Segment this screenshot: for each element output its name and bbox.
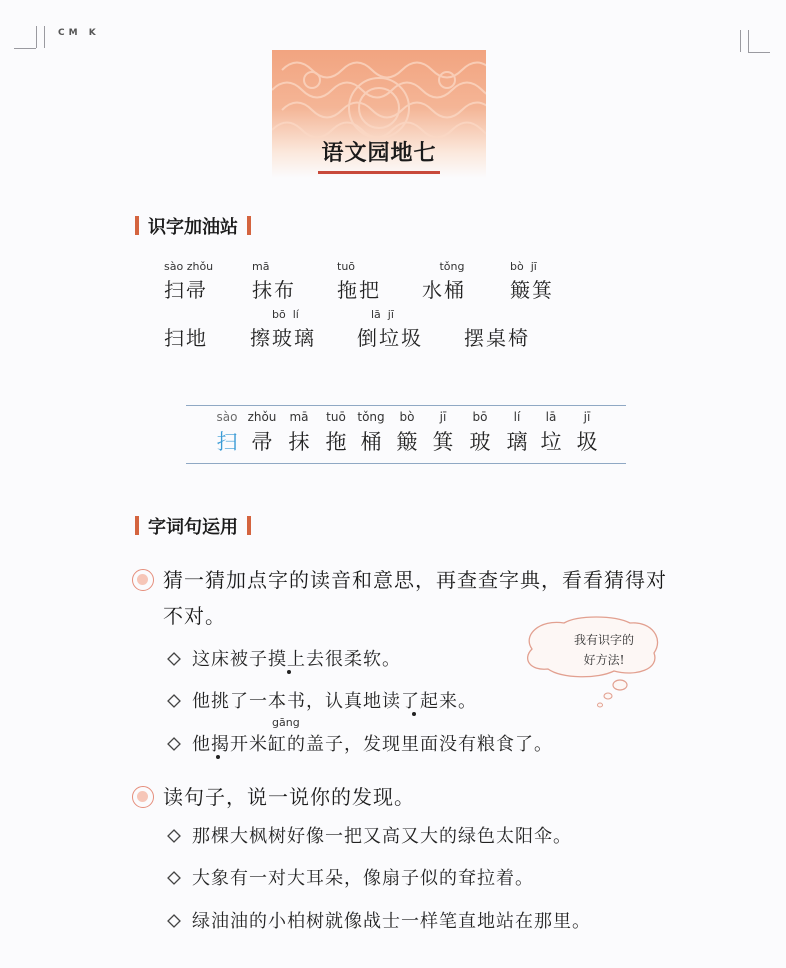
- example-sentence: [166, 864, 534, 890]
- vocab-word: [164, 260, 213, 303]
- character-card: [532, 410, 570, 456]
- section-heading-text: 识字加油站: [148, 217, 238, 238]
- crop-mark: [14, 48, 36, 49]
- sentence-text: 他揭开米缸的盖子，发现里面没有粮食了。: [192, 734, 553, 755]
- vocab-pinyin: tuō: [337, 260, 356, 273]
- heading-accent-bar: [135, 216, 139, 235]
- sentence-text: 大象有一对大耳朵，像扇子似的耷拉着。: [192, 868, 534, 889]
- vocab-word: [464, 308, 530, 351]
- character-glyph: 簸: [396, 430, 418, 454]
- character-glyph: 垃: [540, 430, 562, 454]
- example-sentence: [166, 822, 572, 848]
- diamond-bullet-icon: [166, 828, 182, 844]
- character-pinyin: sào: [216, 410, 238, 424]
- character-pinyin: jī: [439, 410, 447, 424]
- vocab-pinyin: bò jī: [510, 260, 537, 273]
- character-glyph: 帚: [251, 430, 273, 454]
- emphasis-dot: [412, 712, 416, 716]
- section-heading-text: 字词句运用: [148, 517, 238, 538]
- character-glyph: 箕: [432, 430, 454, 454]
- vocab-word: [250, 308, 316, 351]
- character-band-bottom-line: [186, 463, 626, 464]
- character-glyph: 桶: [360, 430, 382, 454]
- crop-mark: [44, 26, 45, 48]
- vocab-pinyin: sào zhǒu: [164, 260, 214, 273]
- crop-mark: [748, 30, 749, 52]
- bubble-line: 我有识字的: [573, 633, 634, 647]
- vocab-characters: 擦玻璃: [250, 326, 316, 350]
- character-card: [317, 410, 355, 456]
- title-underline: [318, 171, 440, 174]
- character-glyph: 扫: [216, 430, 238, 454]
- page-title: 语文园地七: [321, 140, 437, 166]
- vocab-characters: 扫帚: [164, 278, 208, 302]
- section-heading-literacy: [148, 213, 238, 239]
- vocab-characters: 簸箕: [510, 278, 554, 302]
- character-card: [568, 410, 606, 456]
- vocab-pinyin: mā: [252, 260, 270, 273]
- example-sentence: [166, 907, 591, 933]
- sentence-text: 他挑了一本书，认真地读了起来。: [192, 691, 477, 712]
- crop-mark: [748, 52, 770, 53]
- vocab-characters: 扫地: [164, 326, 208, 350]
- character-pinyin: bō: [472, 410, 488, 424]
- vocab-characters: 水桶: [422, 278, 466, 302]
- vocab-pinyin: [164, 308, 208, 322]
- character-card: [243, 410, 281, 456]
- character-pinyin: bò: [399, 410, 415, 424]
- character-pinyin: mā: [289, 410, 309, 424]
- character-card: [388, 410, 426, 456]
- sentence-text: 这床被子摸上去很柔软。: [192, 649, 401, 670]
- print-registration-label: CM K: [58, 28, 100, 38]
- thought-bubble-text: [544, 630, 664, 670]
- vocab-characters: 拖把: [337, 278, 381, 302]
- character-card: [208, 410, 246, 456]
- crop-mark: [36, 26, 37, 48]
- annotation-pinyin: gāng: [272, 716, 300, 729]
- diamond-bullet-icon: [166, 736, 182, 752]
- emphasis-dot: [216, 755, 220, 759]
- exercise-prompt-line: 猜一猜加点字的读音和意思，再查查字典，看看猜得对: [163, 568, 667, 592]
- character-pinyin: jī: [583, 410, 591, 424]
- character-pinyin: lí: [513, 410, 521, 424]
- character-pinyin: tuō: [326, 410, 346, 424]
- vocab-pinyin: bō lí: [272, 308, 299, 321]
- vocab-word: [252, 260, 296, 303]
- vocab-word: [510, 260, 554, 303]
- character-glyph: 璃: [506, 430, 528, 454]
- example-sentence: [166, 730, 553, 756]
- vocab-pinyin: [464, 308, 530, 322]
- character-card: [461, 410, 499, 456]
- heading-accent-bar: [247, 516, 251, 535]
- heading-accent-bar: [247, 216, 251, 235]
- vocab-characters: 抹布: [252, 278, 296, 302]
- crop-mark: [740, 30, 741, 52]
- exercise-number-icon: [132, 569, 154, 591]
- character-card: [498, 410, 536, 456]
- diamond-bullet-icon: [166, 693, 182, 709]
- character-glyph: 抹: [288, 430, 310, 454]
- character-glyph: 玻: [469, 430, 491, 454]
- character-pinyin: lā: [545, 410, 557, 424]
- bubble-line: 好方法!: [583, 653, 625, 667]
- sentence-text: 那棵大枫树好像一把又高又大的绿色太阳伞。: [192, 826, 572, 847]
- vocab-word: [357, 308, 423, 351]
- exercise-number-icon: [132, 786, 154, 808]
- vocab-word: [422, 260, 466, 303]
- character-glyph: 圾: [576, 430, 598, 454]
- vocab-pinyin: lā jī: [357, 308, 394, 321]
- vocab-word: [164, 308, 208, 351]
- exercise-prompt-line: 不对。: [163, 604, 226, 628]
- diamond-bullet-icon: [166, 913, 182, 929]
- emphasis-dot: [287, 670, 291, 674]
- vocab-characters: 摆桌椅: [464, 326, 530, 350]
- example-sentence: [166, 687, 477, 713]
- vocab-characters: 倒垃圾: [357, 326, 423, 350]
- heading-accent-bar: [135, 516, 139, 535]
- character-band-top-line: [186, 405, 626, 406]
- diamond-bullet-icon: [166, 651, 182, 667]
- character-pinyin: tǒng: [357, 410, 385, 424]
- character-card: [280, 410, 318, 456]
- vocab-word: [337, 260, 381, 303]
- character-pinyin: zhǒu: [247, 410, 277, 424]
- character-glyph: 拖: [325, 430, 347, 454]
- character-card: [352, 410, 390, 456]
- example-sentence: [166, 645, 401, 671]
- diamond-bullet-icon: [166, 870, 182, 886]
- exercise-prompt: 读句子，说一说你的发现。: [163, 785, 415, 809]
- sentence-text: 绿油油的小柏树就像战士一样笔直地站在那里。: [192, 911, 591, 932]
- section-heading-usage: [148, 513, 238, 539]
- character-card: [424, 410, 462, 456]
- vocab-pinyin: tǒng: [422, 260, 465, 273]
